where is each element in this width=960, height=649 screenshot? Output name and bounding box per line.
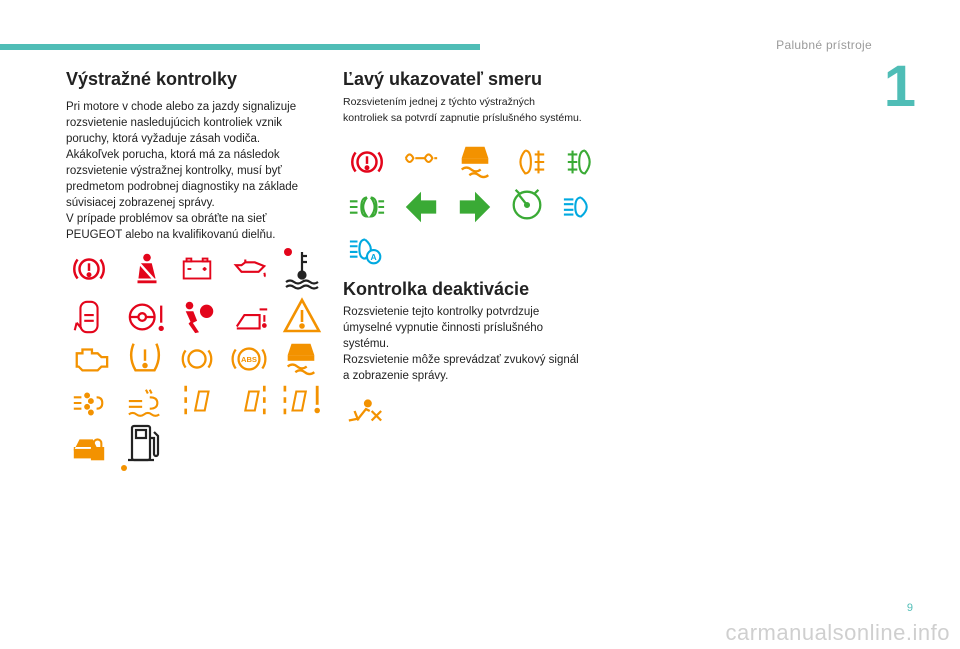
seatbelt-icon: [128, 250, 166, 288]
text-line: Pri motore v chode alebo za jazdy signalizuje: [66, 101, 297, 113]
text-line: Rozsvietenie tejto kontrolky potvrdzuje: [343, 306, 540, 318]
glow-plug-icon: [402, 143, 440, 181]
right-indicator-icon: [456, 188, 494, 226]
passenger-airbag-off-icon: [344, 392, 386, 430]
text-line: rozsvietenie výstražnej kontrolky, musí byť: [66, 165, 282, 177]
brake-pads-icon: [178, 340, 216, 378]
text-line: súvisiacej zobrazenej správy.: [66, 197, 215, 209]
left-indicator-icon: [402, 188, 440, 226]
particle-filter-icon: [70, 384, 108, 422]
chapter-title: Palubné prístroje: [776, 38, 872, 52]
text-line: Rozsvietenie môže sprevádzať zvukový signál: [343, 354, 579, 366]
coolant-temperature-icon: [282, 246, 322, 290]
warning-lamps-title: Výstražné kontrolky: [66, 69, 238, 89]
automatic-main-beam-icon: [348, 232, 386, 270]
door-open-icon: [70, 298, 108, 336]
auto-lighting-icon: [348, 188, 386, 226]
power-steering-icon: [126, 298, 166, 336]
text-line: predmetom podrobnej diagnostiky na základe: [66, 181, 299, 193]
rear-fog-light-icon: [510, 143, 548, 181]
text-line: PEUGEOT alebo na kvalifikovanú dielňu.: [66, 229, 276, 241]
svg-text:ABS: ABS: [240, 354, 258, 364]
header-accent-bar: [0, 44, 480, 50]
main-beam-icon: [562, 188, 600, 226]
parking-brake-icon: [348, 143, 386, 181]
page-number: 9: [906, 602, 913, 614]
speed-limiter-icon: [508, 186, 546, 224]
text-line: úmyselné vypnutie činnosti príslušného: [343, 322, 544, 334]
engine-check-icon: [70, 340, 112, 378]
battery-icon: [178, 250, 216, 288]
text-line: poruchy, ktorá vyžaduje zásah vodiča.: [66, 133, 261, 145]
alarm-lock-icon: [70, 428, 108, 466]
watermark: carmanualsonline.info: [725, 620, 950, 645]
traction-control-icon: [456, 141, 494, 179]
abs-icon: [230, 340, 268, 378]
indicator-lamps-title: Ľavý ukazovateľ smeru: [343, 69, 543, 89]
oil-pressure-icon: [232, 250, 270, 288]
lane-departure-icon: [180, 382, 218, 420]
deactivation-lamp-title: Kontrolka deaktivácie: [343, 279, 530, 299]
svg-text:A: A: [370, 252, 377, 263]
lane-fault-icon: [280, 382, 324, 420]
warning-triangle-icon: [282, 296, 322, 336]
text-line: systému.: [343, 338, 390, 350]
chapter-number: 1: [883, 54, 916, 119]
tyre-pressure-icon: [126, 338, 164, 376]
airbag-icon: [180, 298, 218, 336]
text-line: a zobrazenie správy.: [343, 370, 449, 382]
service-icon: [232, 298, 272, 336]
front-fog-light-icon: [564, 143, 602, 181]
fuel-level-icon: [118, 420, 170, 472]
adblue-icon: [124, 384, 166, 422]
text-line: kontroliek sa potvrdí zapnutie príslušného systému.: [343, 112, 582, 124]
text-line: rozsvietenie nasledujúcich kontroliek vznik: [66, 117, 283, 129]
text-line: Akákoľvek porucha, ktorá má za následok: [66, 149, 280, 161]
stability-control-icon: [282, 338, 320, 376]
text-line: V prípade problémov sa obráťte na sieť: [66, 213, 267, 225]
lane-keeping-icon: [232, 382, 270, 420]
brake-warning-icon: [70, 250, 108, 288]
text-line: Rozsvietením jednej z týchto výstražných: [343, 96, 535, 108]
